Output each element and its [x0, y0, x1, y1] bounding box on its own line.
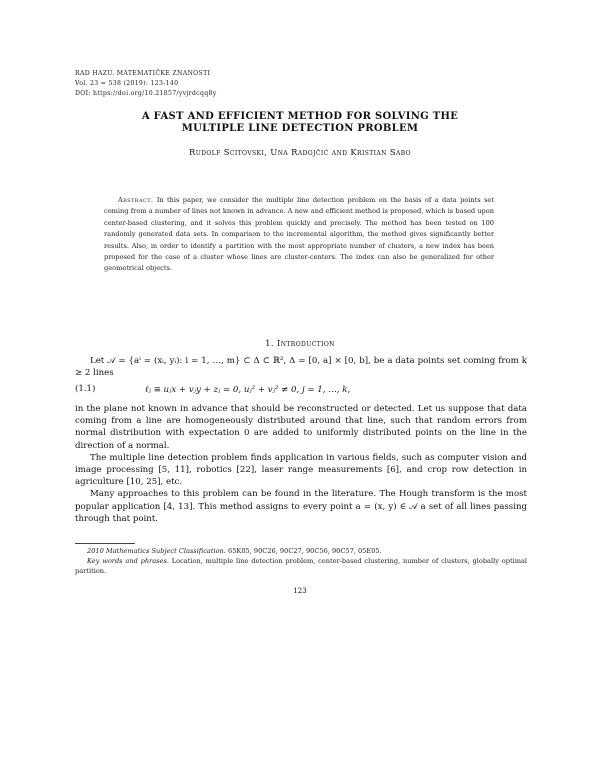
footnote-rule: [75, 543, 135, 544]
paper-title-line-2: MULTIPLE LINE DETECTION PROBLEM: [181, 123, 419, 134]
section-heading: [0, 338, 600, 348]
footnotes: [75, 546, 527, 576]
journal-volume: Vol. 23 = 538 (2019): 123-140: [75, 80, 179, 87]
msc-codes: 65K05, 90C26, 90C27, 90C56, 90C57, 05E05.: [228, 547, 382, 555]
msc-footnote: [75, 546, 527, 556]
equation-label: (1.1): [75, 384, 96, 394]
section-title: Introduction: [277, 338, 335, 348]
intro-p1-continued: in the plane not known in advance that should be reconstructed or detected. Let us suppose that data coming from a line are homogeneously distributed around that line, such that random errors from normal distribution with expectation 0 are added to uniformly distributed points on the line in the direction of a normal.: [75, 404, 527, 451]
abstract-label: Abstract.: [118, 196, 154, 204]
equation-1-1: [75, 384, 527, 398]
journal-name: RAD HAZU. MATEMATIČKE ZNANOSTI: [75, 70, 211, 77]
intro-body: [75, 403, 527, 525]
abstract-text: In this paper, we consider the multiple line detection problem on the basis of a data points set coming from a number of lines not known in advance. A new and efficient method is proposed, which is based upon center-based clustering, and it solves this problem quickly and precisely. The method has been tested on 100 randomly generated data sets. In comparison to the incremental algorithm, the method gives significantly better results. Also, in order to identify a partition with the most appropriate number of clusters, a new index has been proposed for the case of a cluster whose lines are cluster-centers. The index can also be generalized for other geometrical objects.: [104, 196, 494, 273]
author-list: Rudolf Scitovski, Una Radojčić and Kristian Sabo: [189, 147, 411, 157]
msc-label: 2010 Mathematics Subject Classification.: [87, 547, 226, 555]
intro-p1-start: Let 𝒜 = {aⁱ = (xᵢ, yᵢ): i = 1, …, m} ⊂ Δ ⊂ ℝ², Δ = [0, a] × [0, b], be a data points set coming from k ≥ 2 lines: [75, 356, 527, 379]
section-number: 1.: [265, 338, 274, 348]
equation-text: ℓⱼ ≡ uⱼx + vⱼy + zⱼ = 0, uⱼ² + vⱼ² ≠ 0, j = 1, …, k,: [145, 385, 351, 395]
keywords-label: Key words and phrases.: [87, 557, 169, 565]
intro-paragraph-1: [75, 355, 527, 379]
intro-p3: Many approaches to this problem can be found in the literature. The Hough transform is the most popular application [4, 13]. This method assigns to every point a = (x, y) ∈ 𝒜 a set of all lines passing through that point.: [75, 489, 527, 524]
doi-link[interactable]: DOI: https://doi.org/10.21857/yvjrdcqq8y: [75, 90, 217, 97]
page-number: 123: [293, 587, 307, 595]
intro-p2: The multiple line detection problem finds application in various fields, such as computer vision and image processing [5, 11], robotics [22], laser range measurements [6], and crop row detection in agriculture [10, 25], etc.: [75, 452, 527, 488]
paper-title-line-1: A FAST AND EFFICIENT METHOD FOR SOLVING THE: [141, 111, 459, 122]
keywords-text: Location, multiple line detection problem, center-based clustering, number of clusters, globally optimal partition.: [75, 557, 527, 575]
abstract: [104, 195, 494, 275]
keywords-footnote: [75, 556, 527, 576]
